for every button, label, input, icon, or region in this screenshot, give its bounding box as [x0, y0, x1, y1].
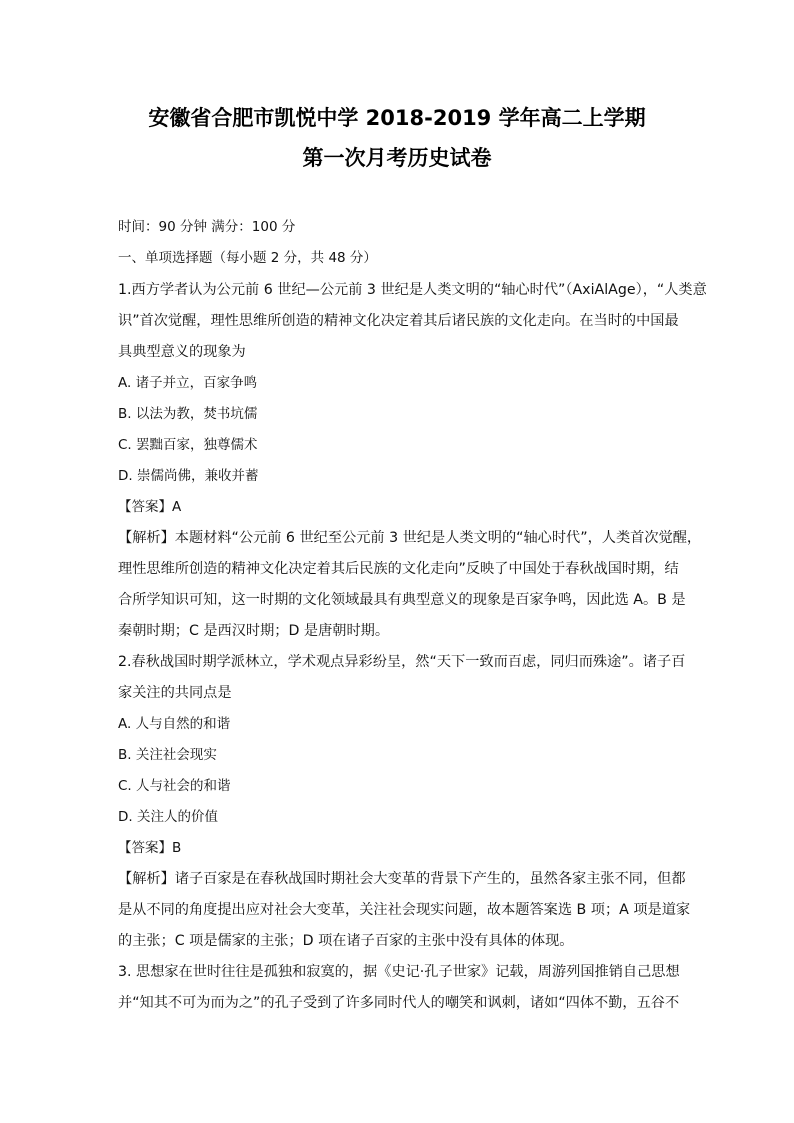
q1-stem-line: 1.西方学者认为公元前 6 世纪—公元前 3 世纪是人类文明的“轴心时代”（AxiAlAge），“人类意 [118, 282, 707, 298]
q3-stem-line: 3. 思想家在世时往往是孤独和寂寞的，据《史记·孔子世家》记载，周游列国推销自己思想 [118, 964, 680, 980]
q1-option-a: A. 诸子并立，百家争鸣 [118, 375, 258, 391]
exam-title-line2: 第一次月考历史试卷 [302, 146, 492, 170]
q2-analysis-line: 是从不同的角度提出应对社会大变革，关注社会现实问题，故本题答案选 B 项；A 项是道家 [118, 902, 691, 918]
exam-info: 时间：90 分钟 满分：100 分 [118, 219, 296, 235]
q1-analysis-line: 秦朝时期；C 是西汉时期；D 是唐朝时期。 [118, 623, 390, 639]
q3-stem-line: 并“知其不可为而为之”的孔子受到了许多同时代人的嘲笑和讽刺，诸如“四体不勤，五谷不 [118, 995, 680, 1011]
q2-answer: 【答案】B [118, 840, 182, 856]
q1-option-c: C. 罢黜百家，独尊儒术 [118, 437, 258, 453]
q2-option-d: D. 关注人的价值 [118, 809, 218, 825]
q1-answer: 【答案】A [118, 499, 182, 515]
q2-option-a: A. 人与自然的和谐 [118, 716, 231, 732]
q2-analysis-line: 的主张；C 项是儒家的主张；D 项在诸子百家的主张中没有具体的体现。 [118, 933, 574, 949]
q2-option-b: B. 关注社会现实 [118, 747, 217, 763]
q2-stem-line: 家关注的共同点是 [118, 685, 232, 701]
q1-option-d: D. 崇儒尚佛，兼收并蓄 [118, 468, 259, 484]
section-heading: 一、单项选择题（每小题 2 分，共 48 分） [118, 250, 377, 266]
q1-stem-line: 识”首次觉醒，理性思维所创造的精神文化决定着其后诸民族的文化走向。在当时的中国最 [118, 313, 679, 329]
q2-analysis-line: 【解析】诸子百家是在春秋战国时期社会大变革的背景下产生的，虽然各家主张不同，但都 [118, 871, 686, 887]
q1-analysis-line: 理性思维所创造的精神文化决定着其后民族的文化走向”反映了中国处于春秋战国时期，结 [118, 561, 679, 577]
q2-option-c: C. 人与社会的和谐 [118, 778, 231, 794]
q2-stem-line: 2.春秋战国时期学派林立，学术观点异彩纷呈，然“天下一致而百虑，同归而殊途”。诸子百 [118, 654, 686, 670]
q1-analysis-line: 【解析】本题材料“公元前 6 世纪至公元前 3 世纪是人类文明的“轴心时代”，人类首次觉醒， [118, 530, 702, 546]
q1-option-b: B. 以法为教，焚书坑儒 [118, 406, 258, 422]
exam-title-line1: 安徽省合肥市凯悦中学 2018-2019 学年高二上学期 [148, 106, 646, 130]
q1-analysis-line: 合所学知识可知，这一时期的文化领域最具有典型意义的现象是百家争鸣，因此选 A。B 是 [118, 592, 686, 608]
q1-stem-line: 具典型意义的现象为 [118, 344, 246, 360]
